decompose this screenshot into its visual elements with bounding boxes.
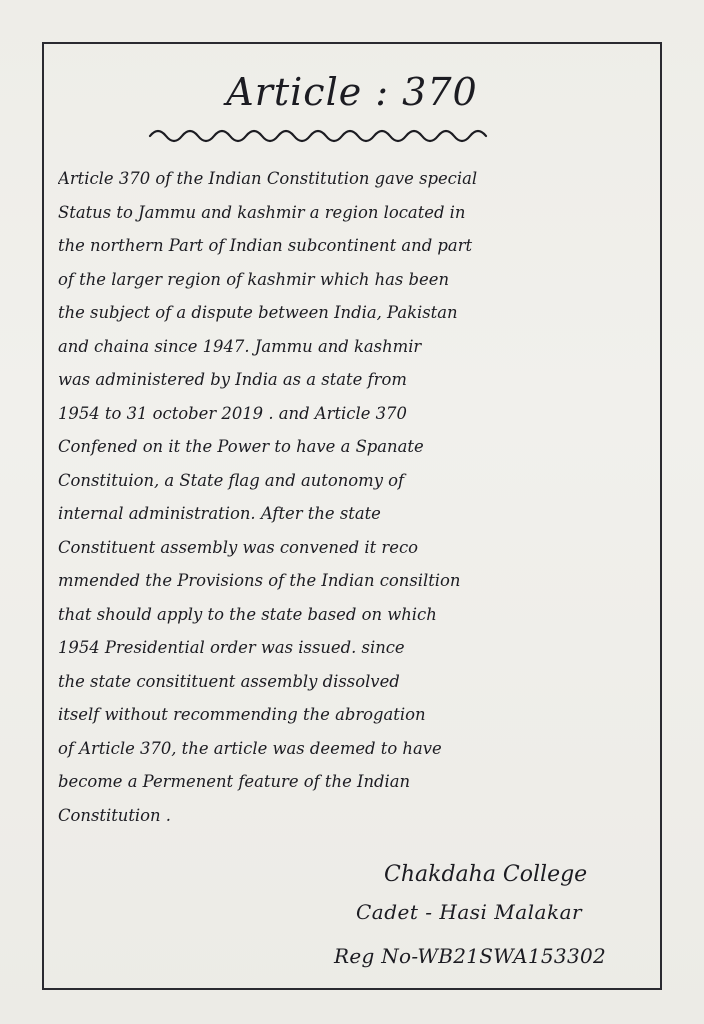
signature-cadet-name: Cadet - Hasi Malakar xyxy=(356,900,583,924)
body-line: was administered by India as a state from xyxy=(58,370,407,389)
body-line: internal administration. After the state xyxy=(58,504,381,523)
body-line: the subject of a dispute between India, Pakistan xyxy=(58,303,458,322)
body-line: of the larger region of kashmir which has been xyxy=(58,269,450,289)
body-line: that should apply to the state based on which xyxy=(58,604,437,624)
body-line: Article 370 of the Indian Constitution gave special xyxy=(58,169,478,188)
body-line: Status to Jammu and kashmir a region located in xyxy=(58,202,466,222)
body-line: itself without recommending the abrogation xyxy=(58,705,426,724)
signature-reg-number: Reg No-WB21SWA153302 xyxy=(334,944,607,968)
body-line: Constituion, a State flag and autonomy of xyxy=(58,470,405,490)
body-line: Constituent assembly was convened it reco xyxy=(58,537,419,557)
page-title: Article : 370 xyxy=(226,70,478,114)
body-line: of Article 370, the article was deemed to have xyxy=(58,738,442,758)
body-line: Confened on it the Power to have a Spanate xyxy=(58,437,424,456)
body-line: Constitution . xyxy=(58,805,172,825)
body-line: the northern Part of Indian subcontinent and part xyxy=(58,236,473,255)
signature-college: Chakdaha College xyxy=(384,862,588,887)
title-underline-squiggle xyxy=(148,122,488,146)
article-body xyxy=(58,162,656,832)
body-line: the state consitituent assembly dissolved xyxy=(58,671,400,691)
body-line: and chaina since 1947. Jammu and kashmir xyxy=(58,336,422,356)
body-line: 1954 Presidential order was issued. since xyxy=(58,638,405,657)
body-line: mmended the Provisions of the Indian consiltion xyxy=(58,571,461,590)
body-line: 1954 to 31 october 2019 . and Article 370 xyxy=(58,403,407,423)
body-line: become a Permenent feature of the Indian xyxy=(58,772,411,791)
